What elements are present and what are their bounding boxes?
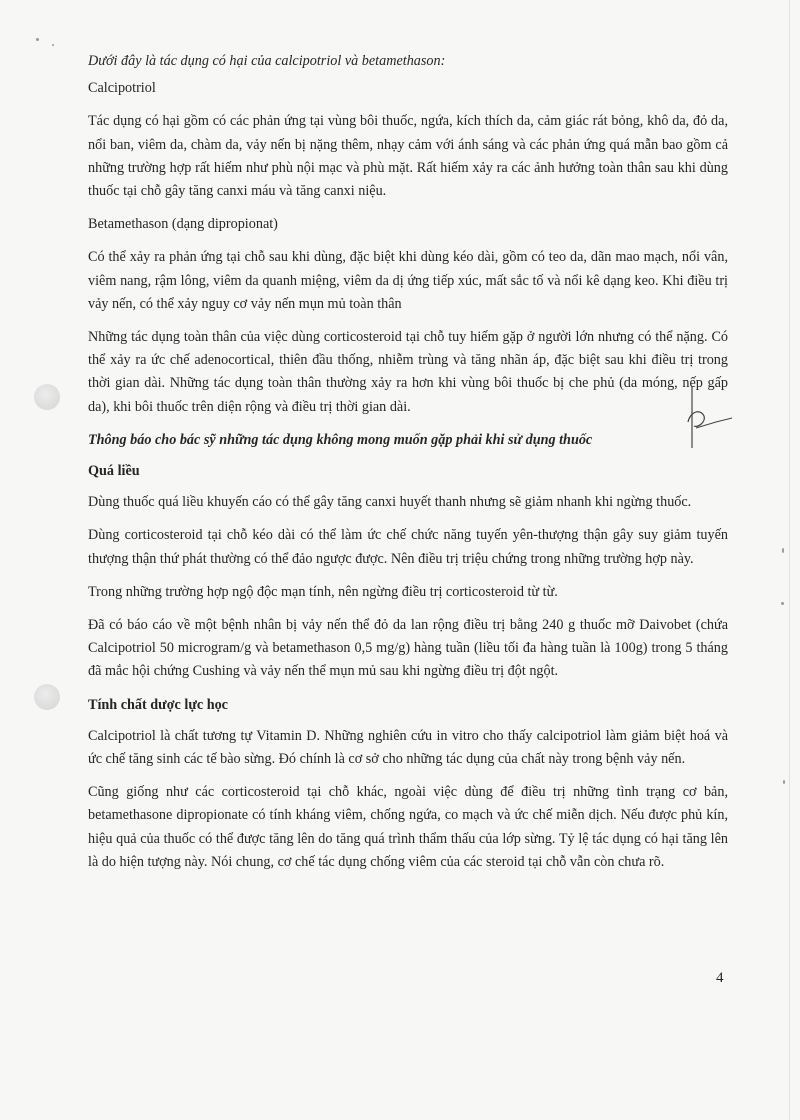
overdose-heading: Quá liều [88, 463, 140, 480]
page-number: 4 [716, 970, 724, 986]
punch-hole-lower [34, 684, 60, 710]
paragraph: Trong những trường hợp ngộ độc mạn tính, nên ngừng điều trị corticosteroid từ từ. [88, 583, 558, 600]
paragraph: Có thể xảy ra phản ứng tại chỗ sau khi dùng, đặc biệt khi dùng kéo dài, gồm có teo da, dãn mao mạch, nổi vân, viêm nang, rậm lông, viêm da quanh miệng, viêm da dị ứng tiếp xúc, mất sắc tố và nổi kê dạng keo. Khi điều trị vảy nến, có thể xảy nguy cơ vảy nến mụn mủ toàn thân [88, 249, 728, 312]
paragraph: Những tác dụng toàn thân của việc dùng corticosteroid tại chỗ tuy hiếm gặp ở người lớn nhưng có thể nặng. Có thể xảy ra ức chế adenocortical, thiên đầu thống, nhiễm trùng và tăng nhãn áp, đặc biệt sau khi điều trị trong thời gian dài. Những tác dụng toàn thân thường xảy ra hơn khi vùng bôi thuốc bị che phủ (da móng, nếp gấp da), khi bôi thuốc trên diện rộng và điều trị thời gian dài. [88, 329, 728, 415]
paragraph: Cũng giống như các corticosteroid tại chỗ khác, ngoài việc dùng để điều trị những tình trạng cơ bản, betamethasone dipropionate có tính kháng viêm, chống ngứa, co mạch và ức chế miễn dịch. Nếu được phủ kín, hiệu quả của thuốc có thể được tăng lên do tăng quá trình thẩm thấu của lớp sừng. Tỷ lệ tác dụng có hại tăng lên là do hiện tượng này. Nói chung, cơ chế tác dụng chống viêm của các steroid tại chỗ vẫn còn chưa rõ. [88, 784, 728, 870]
paragraph: Dùng corticosteroid tại chỗ kéo dài có thể làm ức chế chức năng tuyến yên-thượng thận gây suy giảm tuyến thượng thận thứ phát thường có thể đảo ngược được. Nên điều trị triệu chứng trong những trường hợp này. [88, 527, 728, 567]
paragraph: Tác dụng có hại gồm có các phản ứng tại vùng bôi thuốc, ngứa, kích thích da, cảm giác rát bỏng, khô da, đỏ da, nổi ban, viêm da, chàm da, vảy nến bị nặng thêm, nhạy cảm với ánh sáng và các phản ứng quá mẫn bao gồm cả những trường hợp rất hiếm như phù nội mạc và phù mặt. Rất hiếm xảy ra các ảnh hưởng toàn thân sau khi dùng thuốc tại chỗ gây tăng canxi máu và tăng canxi niệu. [88, 113, 728, 200]
paragraph: Dùng thuốc quá liều khuyến cáo có thể gây tăng canxi huyết thanh nhưng sẽ giảm nhanh khi ngừng thuốc. [88, 494, 692, 511]
intro-line: Dưới đây là tác dụng có hại của calcipotriol và betamethason: [88, 53, 446, 69]
paragraph: Calcipotriol là chất tương tự Vitamin D. Những nghiên cứu in vitro cho thấy calcipotriol làm giảm biệt hoá và ức chế tăng sinh các tế bào sừng. Đó chính là cơ sở cho những tác dụng của chất này trong bệnh vảy nến. [88, 727, 728, 768]
punch-hole-upper [34, 384, 60, 410]
warning-notice: Thông báo cho bác sỹ những tác dụng không mong muốn gặp phải khi sử dụng thuốc [88, 431, 593, 448]
scan-speck [781, 602, 784, 605]
paragraph: Đã có báo cáo về một bệnh nhân bị vảy nến thể đỏ da lan rộng điều trị bằng 240 g thuốc mỡ Daivobet (chứa Calcipotriol 50 microgram/g và betamethason 0,5 mg/g) hàng tuần (liều tối đa hàng tuần là 100g) trong 5 tháng đã mắc hội chứng Cushing và vảy nến thể mụn mủ sau khi ngừng điều trị đột ngột. [88, 617, 728, 680]
scan-speck [36, 38, 39, 41]
subheading-betamethason: Betamethason (dạng dipropionat) [88, 216, 278, 233]
pharmacodynamics-heading: Tính chất dược lực học [88, 696, 228, 713]
scan-speck [783, 780, 785, 784]
scan-speck [782, 548, 784, 553]
scan-speck [52, 44, 54, 46]
document-body [88, 50, 728, 884]
subheading-calcipotriol: Calcipotriol [88, 80, 156, 97]
scan-edge-line [789, 0, 790, 1120]
